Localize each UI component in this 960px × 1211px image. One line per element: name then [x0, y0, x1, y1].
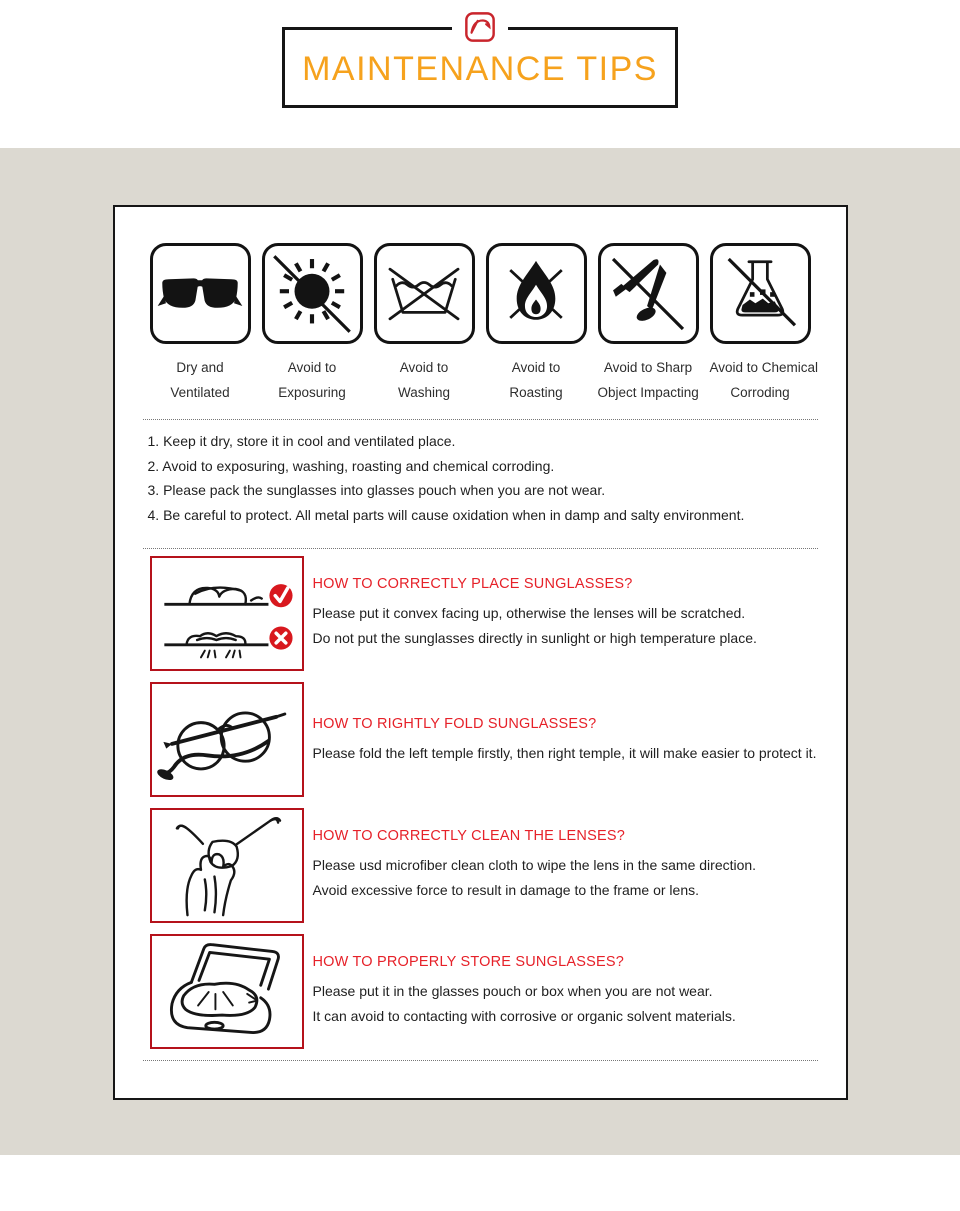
care-symbol-no-sharp-objects: [598, 243, 699, 405]
care-symbol-dry-ventilated: [150, 243, 251, 405]
tip-item: 1. Keep it dry, store it in cool and ventilated place.: [147, 433, 456, 449]
section-line: Do not put the sunglasses directly in sunlight or high temperature place.: [312, 630, 757, 647]
no-sun-icon: [262, 243, 363, 344]
care-symbol-label: Avoid to Exposuring: [278, 360, 346, 400]
section-line: Please put it in the glasses pouch or box when you are not wear.: [312, 983, 713, 1000]
page-title: MAINTENANCE TIPS: [302, 50, 658, 88]
section-heading: HOW TO CORRECTLY PLACE SUNGLASSES?: [312, 576, 633, 593]
dotted-divider: [143, 1060, 818, 1061]
no-sharp-object-icon: [598, 243, 699, 344]
care-symbol-no-exposure: [262, 243, 363, 405]
section-line: It can avoid to contacting with corrosive or organic solvent materials.: [312, 1008, 736, 1025]
section-line: Please usd microfiber clean cloth to wipe the lens in the same direction.: [312, 857, 757, 874]
section-heading: HOW TO PROPERLY STORE SUNGLASSES?: [312, 954, 624, 971]
page-header-area: [0, 0, 960, 148]
section-place-sunglasses: [150, 556, 822, 671]
place-sunglasses-illustration: [150, 556, 304, 671]
care-symbol-label: Avoid to Washing: [397, 360, 451, 400]
maintenance-tips-banner: [282, 27, 678, 108]
glasses-tag-icon: [452, 11, 508, 43]
section-line: Avoid excessive force to result in damage to the frame or lens.: [312, 882, 699, 899]
section-text: [313, 808, 757, 923]
maintenance-card: [113, 205, 848, 1100]
section-clean-lenses: [150, 808, 822, 923]
care-symbol-label: Avoid to Roasting: [509, 360, 563, 400]
content-band: [0, 148, 960, 1155]
section-store-sunglasses: [150, 934, 822, 1049]
care-symbols-row: [115, 243, 846, 405]
howto-sections: [115, 549, 846, 1049]
no-washing-icon: [374, 243, 475, 344]
tip-item: 3. Please pack the sunglasses into glasses pouch when you are not wear.: [147, 482, 606, 499]
section-heading: HOW TO RIGHTLY FOLD SUNGLASSES?: [312, 716, 597, 733]
clean-lenses-illustration: [150, 808, 304, 923]
section-text: [313, 556, 757, 671]
care-symbol-no-chemicals: [709, 243, 819, 405]
care-symbol-no-washing: [374, 243, 475, 405]
section-line: Please put it convex facing up, otherwise the lenses will be scratched.: [312, 605, 746, 622]
store-sunglasses-illustration: [150, 934, 304, 1049]
care-symbol-label: Avoid to Sharp Object Impacting: [597, 360, 699, 400]
fold-sunglasses-illustration: [150, 682, 304, 797]
care-symbol-no-roasting: [486, 243, 587, 405]
sunglasses-icon: [150, 243, 251, 344]
section-text: [313, 682, 817, 797]
section-line: Please fold the left temple firstly, then right temple, it will make easier to protect it.: [312, 745, 817, 762]
no-roasting-icon: [486, 243, 587, 344]
tip-item: 2. Avoid to exposuring, washing, roasting and chemical corroding.: [147, 457, 555, 474]
section-heading: HOW TO CORRECTLY CLEAN THE LENSES?: [312, 828, 625, 845]
care-symbol-label: Avoid to Chemical Corroding: [709, 360, 819, 400]
care-symbol-label: Dry and Ventilated: [170, 360, 230, 400]
section-fold-sunglasses: [150, 682, 822, 797]
tips-list: [115, 420, 846, 527]
no-chemical-icon: [710, 243, 811, 344]
tip-item: 4. Be careful to protect. All metal parts will cause oxidation when in damp and salty environment.: [147, 506, 745, 523]
section-text: [313, 934, 736, 1049]
